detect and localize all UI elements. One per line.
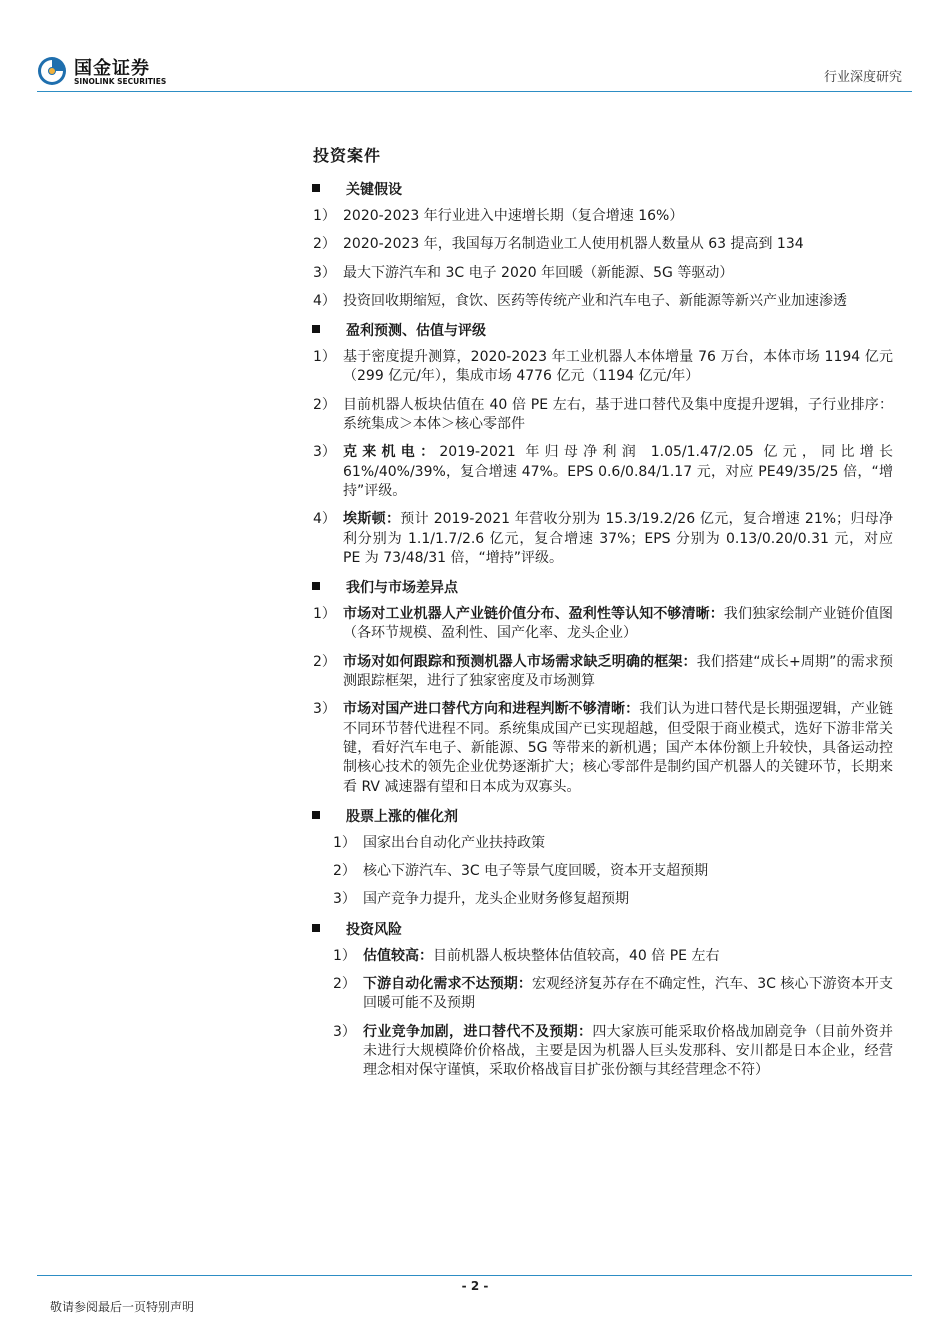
logo-english-name: SINOLINK SECURITIES (74, 77, 167, 86)
list-item: 3） 行业竞争加剧，进口替代不及预期：四大家族可能采取价格战加剧竞争（目前外资并未进行大规模降价价格战，主要是因为机器人巨头发那科、安川都是日本企业，经营理念相对保守谨慎，采取价格战盲目扩张份额与其经营理念不符） (333, 1023, 894, 1079)
square-bullet-icon (312, 325, 320, 333)
list-item: 3） 市场对国产进口替代方向和进程判断不够清晰：我们认为进口替代是长期强逻辑，产业链不同环节替代进程不同。系统集成国产已实现超越，但受限于商业模式，选好下游非常关键，看好汽车电子、新能源、5G 等带来的新机遇；国产本体份额上升较快，具备运动控制核心技术的领先企业优势逐渐扩大；核心零部件是制约国产机器人的关键环节，长期来看 RV 减速器有望和日本成为双寡头。 (313, 701, 894, 795)
page-header (0, 0, 950, 95)
page-title: 投资案件 (313, 146, 382, 165)
square-bullet-icon (312, 811, 320, 819)
section-market-differences (313, 577, 893, 797)
square-bullet-icon (312, 582, 320, 590)
main-content (313, 143, 893, 1090)
header-divider (37, 91, 912, 92)
section-investment-risks (313, 919, 893, 1081)
logo-chinese-name: 国金证券 (74, 58, 150, 79)
sinolink-logo-icon (37, 56, 67, 86)
list-item: 2） 目前机器人板块估值在 40 倍 PE 左右，基于进口替代及集中度提升逻辑，子行业排序：系统集成＞本体＞核心零部件 (313, 396, 893, 433)
footer-divider (37, 1275, 912, 1276)
list-item: 4） 埃斯顿：预计 2019-2021 年营收分别为 15.3/19.2/26 亿元，复合增速 21%；归母净利分别为 1.1/1.7/2.6 亿元，复合增速 37%；EPS 分别为 0.13/0.20/0.31 元，对应 PE 为 73/48/31 倍，“增持”评级。 (313, 511, 893, 566)
section-heading: 盈利预测、估值与评级 (313, 320, 893, 338)
section-earnings-forecast (313, 320, 893, 568)
list-item: 3） 国产竞争力提升，龙头企业财务修复超预期 (333, 891, 629, 908)
square-bullet-icon (312, 924, 320, 932)
list-item: 2） 核心下游汽车、3C 电子等景气度回暖，资本开支超预期 (333, 863, 709, 880)
section-heading: 我们与市场差异点 (313, 577, 893, 595)
list-item: 2） 下游自动化需求不达预期：宏观经济复苏存在不确定性，汽车、3C 核心下游资本开支回暖可能不及预期 (333, 976, 893, 1012)
list-item: 1） 估值较高：目前机器人板块整体估值较高，40 倍 PE 左右 (333, 947, 720, 964)
list-item: 1） 2020-2023 年行业进入中速增长期（复合增速 16%） (313, 208, 684, 224)
list-item: 3） 最大下游汽车和 3C 电子 2020 年回暖（新能源、5G 等驱动） (313, 264, 734, 281)
list-item: 1） 市场对工业机器人产业链价值分布、盈利性等认知不够清晰：我们独家绘制产业链价值图（各环节规模、盈利性、国产化率、龙头企业） (313, 606, 894, 642)
list-item: 3） 克来机电：2019-2021 年归母净利润 1.05/1.47/2.05 亿元，同比增长 61%/40%/39%，复合增速 47%。EPS 0.6/0.84/1.17 元，对应 PE49/35/25 倍，“增持”评级。 (313, 444, 894, 499)
list-item: 1） 国家出台自动化产业扶持政策 (333, 834, 545, 851)
list-item: 1） 基于密度提升测算，2020-2023 年工业机器人本体增量 76 万台，本体市场 1194 亿元（299 亿元/年），集成市场 4776 亿元（1194 亿元/年） (313, 349, 893, 385)
list-item: 4） 投资回收期缩短，食饮、医药等传统产业和汽车电子、新能源等新兴产业加速渗透 (313, 292, 847, 309)
section-heading: 投资风险 (313, 919, 893, 937)
disclaimer-note: 敬请参阅最后一页特别声明 (50, 1300, 195, 1314)
list-item: 2） 2020-2023 年，我国每万名制造业工人使用机器人数量从 63 提高到 134 (313, 236, 804, 253)
list-item: 2） 市场对如何跟踪和预测机器人市场需求缺乏明确的框架：我们搭建“成长+周期”的需求预测跟踪框架，进行了独家密度及市场测算 (313, 653, 893, 690)
section-heading: 股票上涨的催化剂 (313, 806, 893, 824)
section-heading: 关键假设 (313, 179, 893, 197)
section-catalysts (313, 806, 893, 910)
section-key-assumptions (313, 179, 893, 311)
square-bullet-icon (312, 184, 320, 192)
page-number: - 2 - (461, 1279, 489, 1293)
company-logo (37, 54, 177, 90)
report-type: 行业深度研究 (823, 70, 902, 85)
